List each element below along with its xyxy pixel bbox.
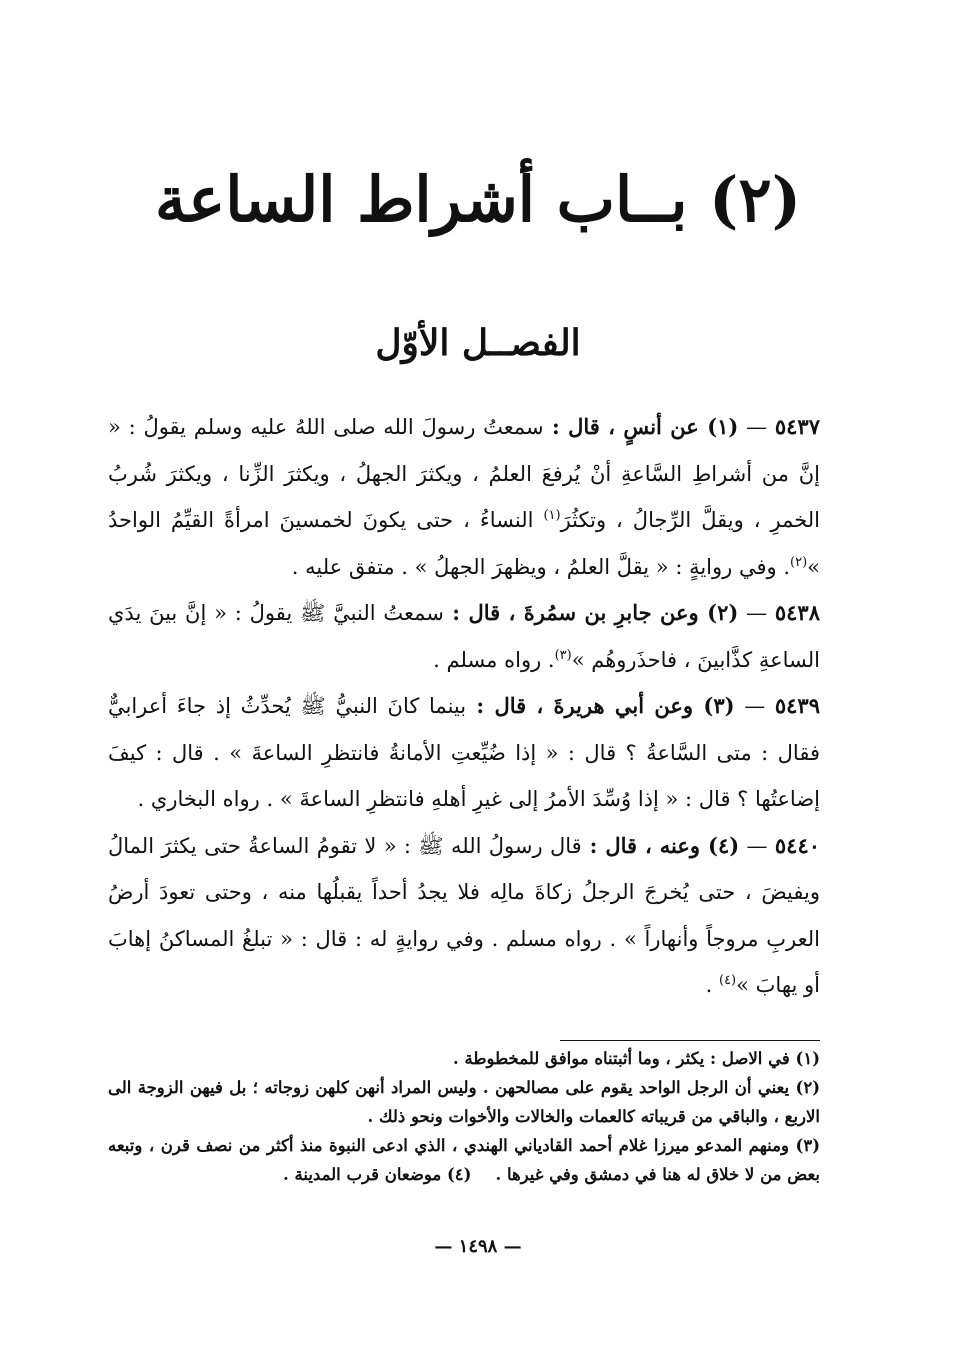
- hadith-5440: [108, 823, 820, 1009]
- hadith-5438: [108, 590, 820, 683]
- hadith-text: النساءُ ، حتى يكونَ لخمسينَ امرأةً القيِّمُ الواحدُ »: [108, 508, 820, 579]
- footnote-2: (٢) يعني أن الرجل الواحد يقوم على مصالحهن . وليس المراد أنهن كلهن زوجاته ؛ بل فيهن الزوجة الى الاربع ، والباقي من قريباته كالعمات والخالات والأخوات ونحو ذلك .: [108, 1078, 820, 1126]
- footnote-1: (١) في الاصل : يكثر ، وما أثبتناه موافق للمخطوطة .: [453, 1049, 820, 1068]
- hadith-text: قال رسولُ الله ﷺ : « لا تقومُ الساعةُ حتى يكثرَ المالُ ويفيضَ ، حتى يُخرجَ الرجلُ زكاةَ مالِه فلا يجدُ أحداً يقبلُها منه ، وحتى تعودَ أرضُ العربِ مروجاً وأنهاراً » . رواه مسلم . وفي روايةٍ له : قال : « تبلغُ المساكنُ إهابَ أو يهابَ »: [108, 833, 820, 997]
- hadith-narrator: وعنه ، قال :: [581, 832, 709, 858]
- hadith-narrator: وعن جابرِ بن سمُرةَ ، قال :: [443, 600, 708, 625]
- footnote-ref: (٤): [718, 973, 737, 988]
- footnote-ref: (٣): [554, 647, 572, 663]
- footnote-divider: [560, 1040, 820, 1041]
- hadith-text: .: [705, 973, 719, 997]
- hadith-number: ٥٤٣٨: [774, 600, 820, 625]
- hadith-index: (١): [707, 414, 739, 439]
- hadith-text: . وفي روايةٍ : « يقلَّ العلمُ ، ويظهرَ الجهلُ » . متفق عليه .: [291, 554, 790, 579]
- hadith-text: سمعتُ النبيَّ ﷺ يقولُ : « إنَّ بينَ يدَي الساعةِ كذَّابينَ ، فاحذَروهُم »: [108, 601, 820, 672]
- hadith-index: (٣): [703, 693, 735, 718]
- hadith-5437: [108, 404, 820, 590]
- hadith-index: (٤): [708, 832, 740, 858]
- section-title: الفصــل الأوّل: [375, 322, 581, 364]
- hadith-dash: —: [734, 694, 775, 718]
- hadith-number: ٥٤٣٩: [774, 693, 820, 718]
- footnote-3-text: (٣) ومنهم المدعو ميرزا غلام أحمد القادياني الهندي ، الذي ادعى النبوة منذ أكثر من نصف قرن ، وتبعه بعض من لا خلاق له هنا في دمشق وفي غيرها .: [108, 1136, 820, 1184]
- hadith-list: [108, 404, 820, 1009]
- hadith-dash: —: [738, 415, 775, 439]
- hadith-text: بينما كانَ النبيُّ ﷺ يُحدِّثُ إذ جاءَ أعرابيٌّ فقال : متى السَّاعةُ ؟ قال : « إذا ضُيِّعتِ الأمانةُ فانتظرِ الساعةَ » . قال : كيفَ إضاعتُها ؟ قال : « إذا وُسِّدَ الأمرُ إلى غيرِ أهلهِ فانتظرِ الساعةَ » . رواه البخاري .: [108, 694, 820, 811]
- hadith-number: ٥٤٣٧: [774, 414, 820, 439]
- footnote-ref: (١): [543, 508, 561, 523]
- hadith-narrator: وعن أبي هريرةَ ، قال :: [466, 693, 704, 718]
- hadith-5439: [108, 683, 820, 823]
- hadith-text: سمعتُ رسولَ الله صلى اللهُ عليه وسلم يقولُ : « إنَّ من أشراطِ السَّاعةِ أنْ يُرفعَ العلمُ ، ويكثرَ الجهلُ ، ويكثرَ الزِّنا ، ويكثرَ شُربُ الخمرِ ، ويقلَّ الرِّجالُ ، وتكثُرَ: [108, 415, 820, 532]
- footnote-3: [108, 1131, 820, 1189]
- footnote-ref: (٢): [790, 554, 808, 570]
- hadith-index: (٢): [707, 600, 739, 625]
- hadith-dash: —: [739, 833, 775, 858]
- footnote-4: (٤) موضعان قرب المدينة .: [283, 1165, 472, 1184]
- hadith-dash: —: [738, 601, 775, 625]
- hadith-number: ٥٤٤٠: [774, 832, 821, 858]
- footnotes: [108, 1044, 820, 1189]
- page-number: — ١٤٩٨ —: [434, 1236, 522, 1257]
- hadith-narrator: عن أنسٍ ، قال :: [543, 414, 708, 439]
- chapter-title: (٢) بــاب أشراط الساعة: [154, 163, 802, 236]
- hadith-text: . رواه مسلم .: [433, 647, 555, 672]
